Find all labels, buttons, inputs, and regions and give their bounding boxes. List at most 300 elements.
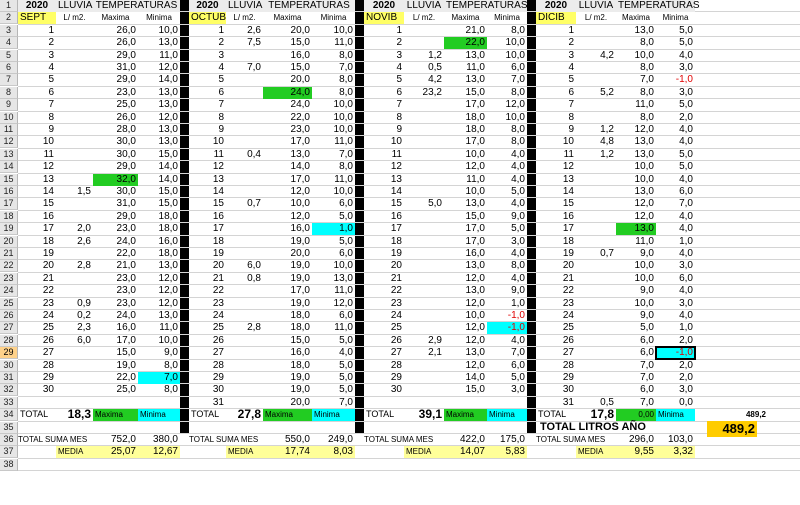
row-header[interactable]: 3 [0, 25, 18, 37]
min-temp-cell[interactable]: 3,0 [679, 87, 693, 98]
rain-cell[interactable]: 0,7 [247, 198, 261, 209]
day-cell[interactable]: 22 [562, 285, 574, 296]
rain-cell[interactable] [226, 347, 263, 359]
day-cell[interactable]: 27 [212, 347, 224, 358]
rain-cell[interactable]: 2,3 [77, 322, 91, 333]
rain-cell[interactable] [56, 347, 93, 359]
rain-cell[interactable] [576, 211, 616, 223]
day-cell[interactable]: 13 [42, 174, 54, 185]
day-cell[interactable]: 29 [212, 372, 224, 383]
min-temp-cell[interactable]: 13,0 [158, 87, 178, 98]
rain-cell[interactable] [576, 25, 616, 37]
day-cell[interactable]: 1 [568, 25, 574, 36]
day-cell[interactable]: 9 [396, 124, 402, 135]
rain-cell[interactable] [404, 37, 444, 49]
rain-cell[interactable] [56, 285, 93, 297]
day-cell[interactable]: 13 [212, 174, 224, 185]
max-temp-cell[interactable]: 12,0 [634, 211, 654, 222]
min-temp-cell[interactable]: 15,0 [158, 198, 178, 209]
row-header[interactable]: 25 [0, 298, 18, 310]
min-temp-cell[interactable]: 5,0 [339, 236, 353, 247]
max-temp-cell[interactable]: 12,0 [465, 298, 485, 309]
min-temp-cell[interactable]: 14,0 [158, 161, 178, 172]
min-temp-cell[interactable]: 11,0 [334, 37, 353, 48]
rain-cell[interactable] [226, 360, 263, 372]
rain-cell[interactable]: 4,2 [600, 50, 614, 61]
rain-cell[interactable] [404, 372, 444, 384]
min-temp-cell[interactable]: 5,0 [511, 372, 525, 383]
day-cell[interactable]: 9 [568, 124, 574, 135]
rain-cell[interactable]: 2,9 [428, 335, 442, 346]
row-header[interactable]: 31 [0, 372, 18, 384]
row-header[interactable]: 9 [0, 99, 18, 111]
max-temp-cell[interactable]: 12,0 [634, 198, 654, 209]
rain-cell[interactable] [404, 322, 444, 334]
row-header[interactable]: 15 [0, 174, 18, 186]
min-temp-cell[interactable]: 5,0 [511, 186, 525, 197]
min-temp-cell[interactable]: 10,0 [505, 37, 525, 48]
row-header[interactable]: 21 [0, 248, 18, 260]
min-temp-cell[interactable]: 5,0 [679, 149, 693, 160]
max-temp-cell[interactable]: 26,0 [116, 25, 136, 36]
day-cell[interactable]: 21 [42, 273, 54, 284]
day-cell[interactable]: 26 [42, 335, 54, 346]
day-cell[interactable]: 30 [562, 384, 574, 395]
day-cell[interactable]: 23 [562, 298, 574, 309]
row-header[interactable]: 29 [0, 347, 18, 359]
day-cell[interactable]: 5 [48, 74, 54, 85]
max-temp-cell[interactable]: 12,0 [465, 322, 485, 333]
row-header[interactable]: 10 [0, 112, 18, 124]
max-temp-cell[interactable]: 8,0 [640, 87, 654, 98]
min-temp-cell[interactable]: -1,0 [507, 310, 525, 321]
row-header[interactable]: 11 [0, 124, 18, 136]
min-temp-cell[interactable]: 5,0 [511, 223, 525, 234]
rain-cell[interactable] [56, 384, 93, 396]
rain-cell[interactable]: 5,0 [428, 198, 442, 209]
day-cell[interactable]: 18 [42, 236, 54, 247]
day-cell[interactable]: 20 [562, 260, 574, 271]
day-cell[interactable]: 6 [218, 87, 224, 98]
min-temp-cell[interactable]: 0,0 [679, 397, 693, 408]
min-temp-cell[interactable]: 7,0 [138, 372, 180, 384]
rain-cell[interactable] [576, 223, 616, 235]
day-cell[interactable]: 16 [390, 211, 402, 222]
rain-cell[interactable] [576, 285, 616, 297]
day-cell[interactable]: 3 [568, 50, 574, 61]
day-cell[interactable]: 22 [212, 285, 224, 296]
min-temp-cell[interactable]: 6,0 [339, 248, 353, 259]
min-temp-cell[interactable]: 8,0 [339, 50, 353, 61]
day-cell[interactable]: 20 [212, 260, 224, 271]
day-cell[interactable]: 14 [212, 186, 224, 197]
rain-cell[interactable] [226, 223, 263, 235]
rain-cell[interactable] [576, 198, 616, 210]
max-temp-cell[interactable]: 8,0 [640, 37, 654, 48]
rain-cell[interactable] [576, 273, 616, 285]
row-header[interactable]: 4 [0, 37, 18, 49]
min-temp-cell[interactable]: 4,0 [511, 273, 525, 284]
max-temp-cell[interactable]: 15,0 [465, 211, 485, 222]
day-cell[interactable]: 14 [42, 186, 54, 197]
min-temp-cell[interactable]: 6,0 [679, 186, 693, 197]
rain-cell[interactable] [576, 112, 616, 124]
max-temp-cell[interactable]: 22,0 [290, 112, 310, 123]
day-cell[interactable]: 25 [212, 322, 224, 333]
day-cell[interactable]: 13 [390, 174, 402, 185]
max-temp-cell[interactable]: 26,0 [116, 112, 136, 123]
rain-cell[interactable] [56, 161, 93, 173]
min-temp-cell[interactable]: 13,0 [333, 273, 353, 284]
rain-cell[interactable] [56, 25, 93, 37]
max-temp-cell[interactable]: 12,0 [465, 360, 485, 371]
day-cell[interactable]: 20 [390, 260, 402, 271]
min-temp-cell[interactable]: 2,0 [679, 372, 693, 383]
rain-cell[interactable]: 1,5 [77, 186, 91, 197]
day-cell[interactable]: 15 [212, 198, 224, 209]
rain-cell[interactable] [404, 273, 444, 285]
day-cell[interactable]: 28 [390, 360, 402, 371]
rain-cell[interactable]: 0,5 [428, 62, 442, 73]
max-temp-cell[interactable]: 10,0 [634, 50, 654, 61]
max-temp-cell[interactable]: 12,0 [290, 211, 310, 222]
rain-cell[interactable] [226, 174, 263, 186]
min-temp-cell[interactable]: 18,0 [158, 223, 178, 234]
rain-cell[interactable] [576, 236, 616, 248]
max-temp-cell[interactable]: 7,0 [640, 397, 654, 408]
rain-cell[interactable] [226, 248, 263, 260]
day-cell[interactable]: 19 [42, 248, 54, 259]
rain-cell[interactable] [576, 322, 616, 334]
day-cell[interactable]: 26 [562, 335, 574, 346]
rain-cell[interactable] [56, 87, 93, 99]
rain-cell[interactable] [56, 136, 93, 148]
min-temp-cell[interactable]: 6,0 [339, 310, 353, 321]
min-temp-cell[interactable]: 12,0 [158, 298, 178, 309]
day-cell[interactable]: 23 [212, 298, 224, 309]
rain-cell[interactable] [404, 149, 444, 161]
day-cell[interactable]: 21 [212, 273, 224, 284]
max-temp-cell[interactable]: 21,0 [116, 260, 136, 271]
min-temp-cell[interactable]: 8,0 [164, 384, 178, 395]
min-temp-cell[interactable]: 18,0 [158, 248, 178, 259]
day-cell[interactable]: 3 [396, 50, 402, 61]
row-header[interactable]: 16 [0, 186, 18, 198]
min-temp-cell[interactable]: 5,0 [679, 161, 693, 172]
max-temp-cell[interactable]: 25,0 [116, 384, 136, 395]
day-cell[interactable]: 24 [562, 310, 574, 321]
row-header[interactable]: 23 [0, 273, 18, 285]
min-temp-cell[interactable]: 10,0 [505, 112, 525, 123]
min-temp-cell[interactable]: 12,0 [333, 298, 353, 309]
min-temp-cell[interactable]: 7,0 [511, 74, 525, 85]
min-temp-cell[interactable]: 15,0 [158, 149, 178, 160]
row-header[interactable]: 26 [0, 310, 18, 322]
min-temp-cell[interactable]: 12,0 [158, 62, 178, 73]
rain-cell[interactable] [404, 186, 444, 198]
rain-cell[interactable] [226, 298, 263, 310]
day-cell[interactable]: 10 [562, 136, 574, 147]
rain-cell[interactable] [576, 62, 616, 74]
row-header[interactable]: 18 [0, 211, 18, 223]
rain-cell[interactable]: 5,2 [600, 87, 614, 98]
day-cell[interactable]: 19 [212, 248, 224, 259]
min-temp-cell[interactable]: 12,0 [505, 99, 525, 110]
day-cell[interactable]: 9 [48, 124, 54, 135]
min-temp-cell[interactable]: 10,0 [333, 186, 353, 197]
rain-cell[interactable] [226, 99, 263, 111]
rain-cell[interactable]: 0,9 [77, 298, 91, 309]
row-header[interactable]: 38 [0, 459, 18, 471]
day-cell[interactable]: 29 [390, 372, 402, 383]
min-temp-cell[interactable]: 8,0 [511, 124, 525, 135]
min-temp-cell[interactable]: 10,0 [333, 112, 353, 123]
day-cell[interactable]: 24 [212, 310, 224, 321]
day-cell[interactable]: 21 [562, 273, 574, 284]
row-header[interactable]: 12 [0, 136, 18, 148]
min-temp-cell[interactable]: 10,0 [158, 25, 178, 36]
day-cell[interactable]: 10 [390, 136, 402, 147]
max-temp-cell[interactable]: 13,0 [634, 186, 654, 197]
rain-cell[interactable]: 0,5 [600, 397, 614, 408]
max-temp-cell[interactable]: 18,0 [290, 322, 310, 333]
min-temp-cell[interactable]: 1,0 [312, 223, 355, 235]
max-temp-cell[interactable]: 24,0 [263, 87, 312, 99]
min-temp-cell[interactable]: 6,0 [339, 198, 353, 209]
day-cell[interactable]: 10 [212, 136, 224, 147]
rain-cell[interactable]: 6,0 [247, 260, 261, 271]
day-cell[interactable]: 11 [213, 149, 224, 160]
max-temp-cell[interactable]: 17,0 [290, 136, 310, 147]
day-cell[interactable]: 2 [218, 37, 224, 48]
day-cell[interactable]: 30 [42, 384, 54, 395]
max-temp-cell[interactable]: 23,0 [290, 124, 310, 135]
day-cell[interactable]: 29 [562, 372, 574, 383]
max-temp-cell[interactable]: 29,0 [116, 161, 136, 172]
day-cell[interactable]: 18 [390, 236, 402, 247]
row-header[interactable]: 20 [0, 236, 18, 248]
rain-cell[interactable]: 4,2 [428, 74, 442, 85]
max-temp-cell[interactable]: 17,0 [290, 285, 310, 296]
day-cell[interactable]: 12 [212, 161, 224, 172]
max-temp-cell[interactable]: 17,0 [290, 174, 310, 185]
min-temp-cell[interactable]: 4,0 [679, 285, 693, 296]
min-temp-cell[interactable]: 7,0 [511, 347, 525, 358]
rain-cell[interactable] [226, 211, 263, 223]
row-header[interactable]: 28 [0, 335, 18, 347]
max-temp-cell[interactable]: 18,0 [290, 310, 310, 321]
day-cell[interactable]: 4 [218, 62, 224, 73]
max-temp-cell[interactable]: 13,0 [634, 149, 654, 160]
min-temp-cell[interactable]: 10,0 [333, 124, 353, 135]
max-temp-cell[interactable]: 19,0 [290, 236, 310, 247]
max-temp-cell[interactable]: 17,0 [465, 99, 485, 110]
min-temp-cell[interactable]: 8,0 [511, 25, 525, 36]
row-header[interactable]: 34 [0, 409, 18, 421]
rain-cell[interactable] [226, 87, 263, 99]
min-temp-cell[interactable]: 8,0 [339, 74, 353, 85]
row-header[interactable]: 1 [0, 0, 18, 12]
max-temp-cell[interactable]: 20,0 [290, 74, 310, 85]
min-temp-cell[interactable]: 1,0 [679, 236, 693, 247]
day-cell[interactable]: 4 [396, 62, 402, 73]
min-temp-cell[interactable]: 2,0 [679, 335, 693, 346]
rain-cell[interactable]: 2,0 [77, 223, 91, 234]
day-cell[interactable]: 14 [390, 186, 402, 197]
min-temp-cell[interactable]: 10,0 [333, 260, 353, 271]
max-temp-cell[interactable]: 6,0 [640, 335, 654, 346]
day-cell[interactable]: 22 [390, 285, 402, 296]
max-temp-cell[interactable]: 21,0 [465, 25, 485, 36]
day-cell[interactable]: 2 [568, 37, 574, 48]
min-temp-cell[interactable]: 3,0 [679, 384, 693, 395]
min-temp-cell[interactable]: 4,0 [511, 335, 525, 346]
rain-cell[interactable] [56, 124, 93, 136]
max-temp-cell[interactable]: 30,0 [116, 149, 136, 160]
min-temp-cell[interactable]: 4,0 [511, 149, 525, 160]
day-cell[interactable]: 23 [390, 298, 402, 309]
day-cell[interactable]: 5 [218, 74, 224, 85]
rain-cell[interactable] [56, 99, 93, 111]
row-header[interactable]: 14 [0, 161, 18, 173]
rain-cell[interactable] [404, 124, 444, 136]
min-temp-cell[interactable]: 3,0 [679, 298, 693, 309]
min-temp-cell[interactable]: 8,0 [511, 136, 525, 147]
min-temp-cell[interactable]: 13,0 [158, 310, 178, 321]
day-cell[interactable]: 19 [390, 248, 402, 259]
day-cell[interactable]: 29 [42, 372, 54, 383]
row-header[interactable]: 30 [0, 360, 18, 372]
day-cell[interactable]: 27 [42, 347, 54, 358]
day-cell[interactable]: 19 [562, 248, 574, 259]
day-cell[interactable]: 3 [48, 50, 54, 61]
min-temp-cell[interactable]: 1,0 [679, 322, 693, 333]
max-temp-cell[interactable]: 11,0 [635, 236, 654, 247]
max-temp-cell[interactable]: 19,0 [290, 372, 310, 383]
min-temp-cell[interactable]: 3,0 [511, 384, 525, 395]
day-cell[interactable]: 2 [396, 37, 402, 48]
row-header[interactable]: 37 [0, 446, 18, 458]
day-cell[interactable]: 22 [42, 285, 54, 296]
max-temp-cell[interactable]: 7,0 [640, 74, 654, 85]
min-temp-cell[interactable]: 10,0 [505, 50, 525, 61]
day-cell[interactable]: 11 [43, 149, 54, 160]
day-cell[interactable]: 15 [42, 198, 54, 209]
min-temp-cell[interactable]: 4,0 [679, 211, 693, 222]
rain-cell[interactable] [226, 372, 263, 384]
min-temp-cell[interactable]: 9,0 [164, 347, 178, 358]
max-temp-cell[interactable]: 13,0 [465, 50, 485, 61]
rain-cell[interactable]: 0,7 [600, 248, 614, 259]
day-cell[interactable]: 28 [562, 360, 574, 371]
rain-cell[interactable]: 1,2 [428, 50, 442, 61]
row-header[interactable]: 5 [0, 50, 18, 62]
max-temp-cell[interactable]: 9,0 [640, 285, 654, 296]
row-header[interactable]: 33 [0, 397, 18, 409]
max-temp-cell[interactable]: 31,0 [116, 62, 136, 73]
rain-cell[interactable]: 2,6 [77, 236, 91, 247]
day-cell[interactable]: 7 [48, 99, 54, 110]
min-temp-cell[interactable]: 3,0 [511, 236, 525, 247]
min-temp-cell[interactable]: 7,0 [339, 62, 353, 73]
max-temp-cell[interactable]: 17,0 [465, 223, 485, 234]
min-temp-cell[interactable]: 5,0 [339, 335, 353, 346]
min-temp-cell[interactable]: 11,0 [334, 174, 353, 185]
max-temp-cell[interactable]: 18,0 [465, 124, 485, 135]
min-temp-cell[interactable]: 2,0 [679, 360, 693, 371]
min-temp-cell[interactable]: 4,0 [679, 248, 693, 259]
max-temp-cell[interactable]: 30,0 [116, 136, 136, 147]
day-cell[interactable]: 1 [48, 25, 54, 36]
min-temp-cell[interactable]: 4,0 [511, 198, 525, 209]
day-cell[interactable]: 8 [218, 112, 224, 123]
rain-cell[interactable] [404, 384, 444, 396]
min-temp-cell[interactable]: 14,0 [158, 174, 178, 185]
max-temp-cell[interactable]: 19,0 [290, 273, 310, 284]
day-cell[interactable]: 16 [42, 211, 54, 222]
rain-cell[interactable] [404, 99, 444, 111]
rain-cell[interactable] [226, 285, 263, 297]
min-temp-cell[interactable]: 7,0 [679, 198, 693, 209]
day-cell[interactable]: 17 [42, 223, 54, 234]
day-cell[interactable]: 21 [390, 273, 402, 284]
day-cell[interactable]: 20 [42, 260, 54, 271]
day-cell[interactable]: 14 [562, 186, 574, 197]
min-temp-cell[interactable]: 13,0 [158, 136, 178, 147]
max-temp-cell[interactable]: 23,0 [116, 87, 136, 98]
min-temp-cell[interactable]: 16,0 [158, 236, 178, 247]
max-temp-cell[interactable]: 10,0 [634, 260, 654, 271]
rain-cell[interactable]: 1,2 [600, 149, 614, 160]
max-temp-cell[interactable]: 17,0 [465, 136, 485, 147]
min-temp-cell[interactable]: 11,0 [159, 322, 178, 333]
day-cell[interactable]: 27 [390, 347, 402, 358]
min-temp-cell[interactable]: 5,0 [339, 360, 353, 371]
day-cell[interactable]: 6 [568, 87, 574, 98]
rain-cell[interactable] [56, 248, 93, 260]
min-temp-cell[interactable]: 11,0 [159, 50, 178, 61]
row-header[interactable]: 36 [0, 434, 18, 446]
max-temp-cell[interactable]: 25,0 [116, 99, 136, 110]
rain-cell[interactable] [226, 335, 263, 347]
day-cell[interactable]: 8 [568, 112, 574, 123]
max-temp-cell[interactable]: 7,0 [640, 360, 654, 371]
rain-cell[interactable] [404, 174, 444, 186]
max-temp-cell[interactable]: 24,0 [116, 310, 136, 321]
rain-cell[interactable] [576, 360, 616, 372]
min-temp-cell[interactable]: 4,0 [679, 50, 693, 61]
day-cell[interactable]: 24 [390, 310, 402, 321]
day-cell[interactable]: 7 [218, 99, 224, 110]
max-temp-cell[interactable]: 13,0 [465, 260, 485, 271]
day-cell[interactable]: 8 [48, 112, 54, 123]
rain-cell[interactable] [576, 186, 616, 198]
min-temp-cell[interactable]: 6,0 [679, 273, 693, 284]
min-temp-cell[interactable]: 4,0 [679, 136, 693, 147]
rain-cell[interactable] [404, 298, 444, 310]
rain-cell[interactable] [56, 74, 93, 86]
day-cell[interactable]: 30 [390, 384, 402, 395]
rain-cell[interactable]: 1,2 [600, 124, 614, 135]
min-temp-cell[interactable]: 5,0 [339, 384, 353, 395]
row-header[interactable]: 35 [0, 422, 18, 434]
rain-cell[interactable] [56, 174, 93, 186]
min-temp-cell[interactable]: 10,0 [333, 99, 353, 110]
day-cell[interactable]: 31 [562, 397, 574, 408]
day-cell[interactable]: 15 [562, 198, 574, 209]
max-temp-cell[interactable]: 5,0 [640, 322, 654, 333]
min-temp-cell[interactable]: 12,0 [158, 273, 178, 284]
